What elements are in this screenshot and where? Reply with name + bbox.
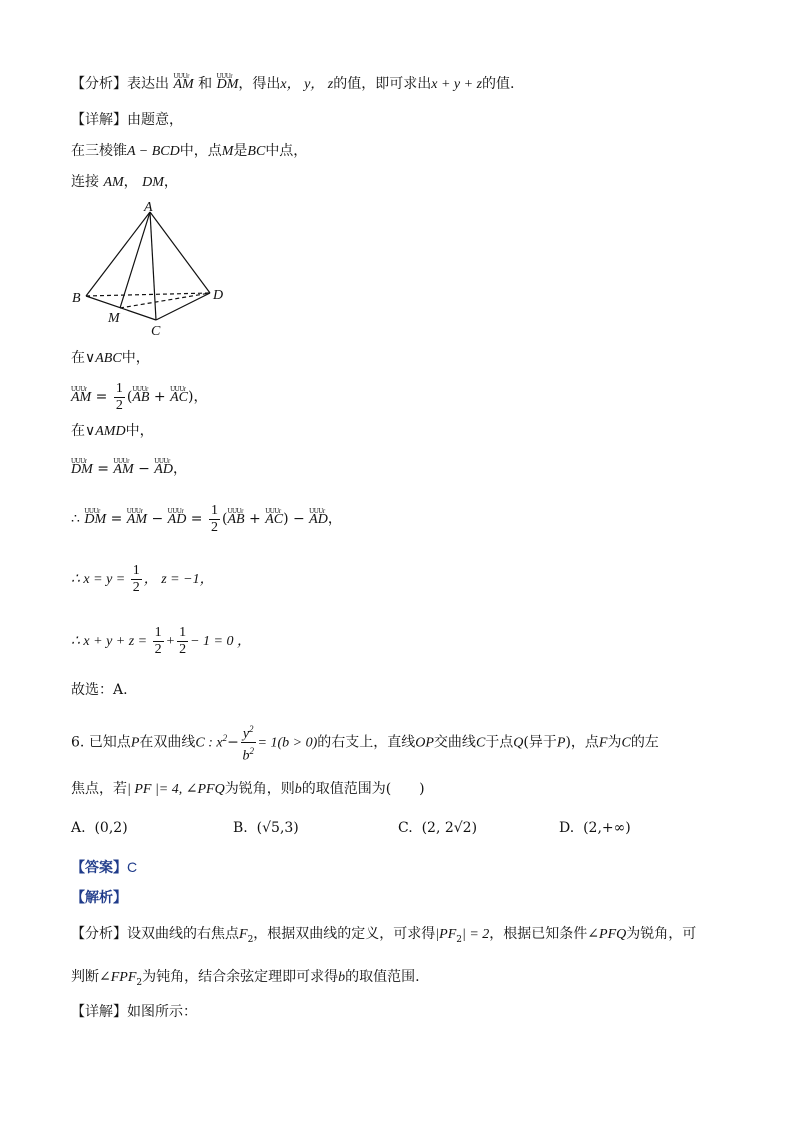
text: 于点 [485,734,514,751]
angle: ∠PFQ [587,927,627,942]
text: 如图所示： [127,1004,197,1020]
vector-am: UUUr AM [173,75,193,95]
edge-ab [86,212,150,296]
option-b [233,820,299,836]
eq-dm: UUUr DM = UUUr AM − UUUr AD， [71,459,187,480]
text: 的值. [482,76,515,92]
answer-tag: 【答案】 [71,860,127,876]
label-d: D [213,288,224,303]
num: 1 [115,380,123,396]
text: (异于 [523,734,557,751]
eq-xy [71,562,214,598]
option-c [398,820,477,836]
fraction [153,625,164,658]
therefore: ∴ [71,511,80,527]
expr: ， z = −1， [143,572,214,587]
fraction [241,721,256,765]
triangle-amd-line [71,421,154,442]
var: F [598,735,608,751]
var: AM [103,175,124,190]
choice-line [71,680,128,700]
text: 是 [233,143,248,159]
detail-tag: 【详解】 [71,1004,127,1020]
option-label: C. [398,820,413,836]
var: DM [142,175,164,190]
vec: UUUr AM [127,503,147,537]
edge-dm [120,293,210,308]
text: ， [193,389,208,405]
edge-ac [150,212,156,320]
var: OP [415,735,434,751]
var: b [294,782,302,797]
option-d [559,820,631,836]
expr: A − BCD [127,144,180,159]
sup: 2 [249,746,254,757]
expr: | = 2 [461,927,490,942]
vec: UUUr AB [132,381,149,415]
text: 为锐角，可 [626,926,697,942]
analysis-2-cont [71,967,420,993]
text: 为钝角，结合余弦定理即可求得 [142,969,339,985]
expr: ∴ x + y + z = [71,634,148,649]
sub: 2 [136,977,143,988]
text: 在三棱锥 [71,143,127,159]
text: 已知点 [88,734,131,751]
op: + [153,389,166,405]
vec: UUUr AD [154,460,173,480]
expression: x + y + z [431,77,483,92]
parse-line [71,888,127,908]
fraction [114,381,125,414]
eq-sum [71,624,251,660]
text: 中， [121,350,150,366]
tetrahedron-figure [70,198,240,340]
detail-tag: 【详解】 [71,112,127,128]
text: 由题意， [127,112,183,128]
sup: 2 [222,733,228,743]
text: ， [172,461,187,477]
op: − [227,734,239,751]
text: 表达出 [127,76,169,92]
sup: 2 [249,723,254,734]
answer-value: C [127,859,138,875]
den: 2 [210,519,218,535]
var: b [338,970,346,985]
label-b: B [72,291,81,306]
var: C [621,735,631,751]
label-c: C [151,324,161,339]
variables: x， y， z [280,77,334,92]
expr: − 1 = 0 ， [190,634,251,649]
var: P [130,735,140,751]
vec: UUUr AD [309,503,328,537]
text: ， [123,174,138,190]
expr: C : x [195,735,223,751]
text: 的取值范围为( ) [301,781,425,797]
var: BC [247,144,266,159]
triangle: ∨AMD [85,424,126,439]
sub: 2 [247,934,254,945]
var: F [239,927,248,942]
vec: UUUr AD [168,503,187,537]
fraction [209,503,220,536]
num: 1 [210,502,218,518]
text: 判断 [71,969,99,985]
num: 1 [154,625,162,641]
option-label: D. [559,820,575,836]
eq-am: UUUr AM = $\frac{1}{2}$ (UUUr AB + UUUr AC)， [71,380,207,415]
den: 2 [132,580,140,596]
vec: UUUr DM [71,460,93,480]
answer-line [71,857,137,878]
analysis-tag: 【分析】 [71,76,127,92]
expr: ∴ x = y = [71,572,126,587]
expr: | PF |= 4, ∠PFQ [127,782,225,797]
var: M [221,144,234,159]
text: 设双曲线的右焦点 [127,926,239,942]
expr: |PF [435,927,457,942]
sub: 2 [456,934,462,945]
edge-ad [150,212,210,293]
detail-line [71,110,183,130]
option-value: (√5,3) [256,820,299,836]
text: )，点 [565,734,599,751]
op: + [165,634,176,649]
vec: UUUr AM [71,381,91,415]
eq: = [95,389,108,405]
triangle-abc-line [71,348,150,369]
vec: UUUr AC [265,503,283,537]
eq-therefore-dm: ∴ UUUr DM = UUUr AM − UUUr AD = $\frac{1}{2}$ (UUUr AB + UUUr AC) − UUUr AD， [71,502,342,537]
option-label: A. [71,820,86,836]
text: 的值，即可求出 [333,76,432,92]
text: ， [327,511,342,527]
option-value: (0,2) [94,820,128,836]
option-value: (2, 2√2) [421,820,478,836]
expr: = 1(b > 0) [257,735,318,751]
text: 焦点，若 [71,781,127,797]
text: 中， [125,423,154,439]
edge-am [120,212,150,308]
option-label: B. [233,820,248,836]
triangle: ∨ABC [85,351,122,366]
option-a [71,820,128,836]
text: 中，点 [179,143,222,159]
text: 的右支上，直线 [317,734,416,751]
text: ，得出 [238,76,281,92]
text: 在双曲线 [139,734,196,751]
option-value: (2,+∞) [583,820,631,836]
num: 1 [179,625,187,641]
fraction [131,563,142,596]
den: 2 [179,642,187,658]
num: y [242,726,250,742]
text: 为锐角，则 [224,781,295,797]
tetrahedron-line [71,141,307,162]
text: 的左 [630,734,659,751]
analysis-2 [71,924,696,950]
question-6-cont [71,779,425,800]
question-number: 6. [71,734,85,751]
den: 2 [115,397,123,413]
text: ，根据双曲线的定义，可求得 [253,926,436,942]
den: 2 [154,642,162,658]
label-m: M [108,311,120,326]
var: Q [513,735,524,751]
fraction [177,625,188,658]
parse-tag: 【解析】 [71,890,127,906]
analysis-tag: 【分析】 [71,926,127,942]
text: 和 [198,76,213,92]
question-6 [71,718,659,765]
num: 1 [132,563,140,579]
angle: ∠FPF [99,970,137,985]
connect-line [71,172,178,193]
text: 故选：A. [71,682,128,698]
vector-dm: UUUr DM [217,75,239,95]
text: 在 [71,423,85,439]
text: ，根据已知条件 [489,926,588,942]
var: P [556,735,566,751]
den: b [242,748,250,764]
vec: UUUr AM [113,460,133,480]
text: 连接 [71,174,99,190]
vec: UUUr AC [170,381,188,415]
analysis-line [71,74,514,95]
text: ， [163,174,178,190]
vec: UUUr DM [84,503,106,537]
text: 为 [607,734,622,751]
text: 交曲线 [433,734,476,751]
label-a: A [144,200,153,215]
text: 在 [71,350,85,366]
vec: UUUr AB [227,503,244,537]
text: 中点， [265,143,308,159]
var: C [475,735,486,751]
text: 的取值范围. [345,969,420,985]
detail-2 [71,1002,197,1022]
